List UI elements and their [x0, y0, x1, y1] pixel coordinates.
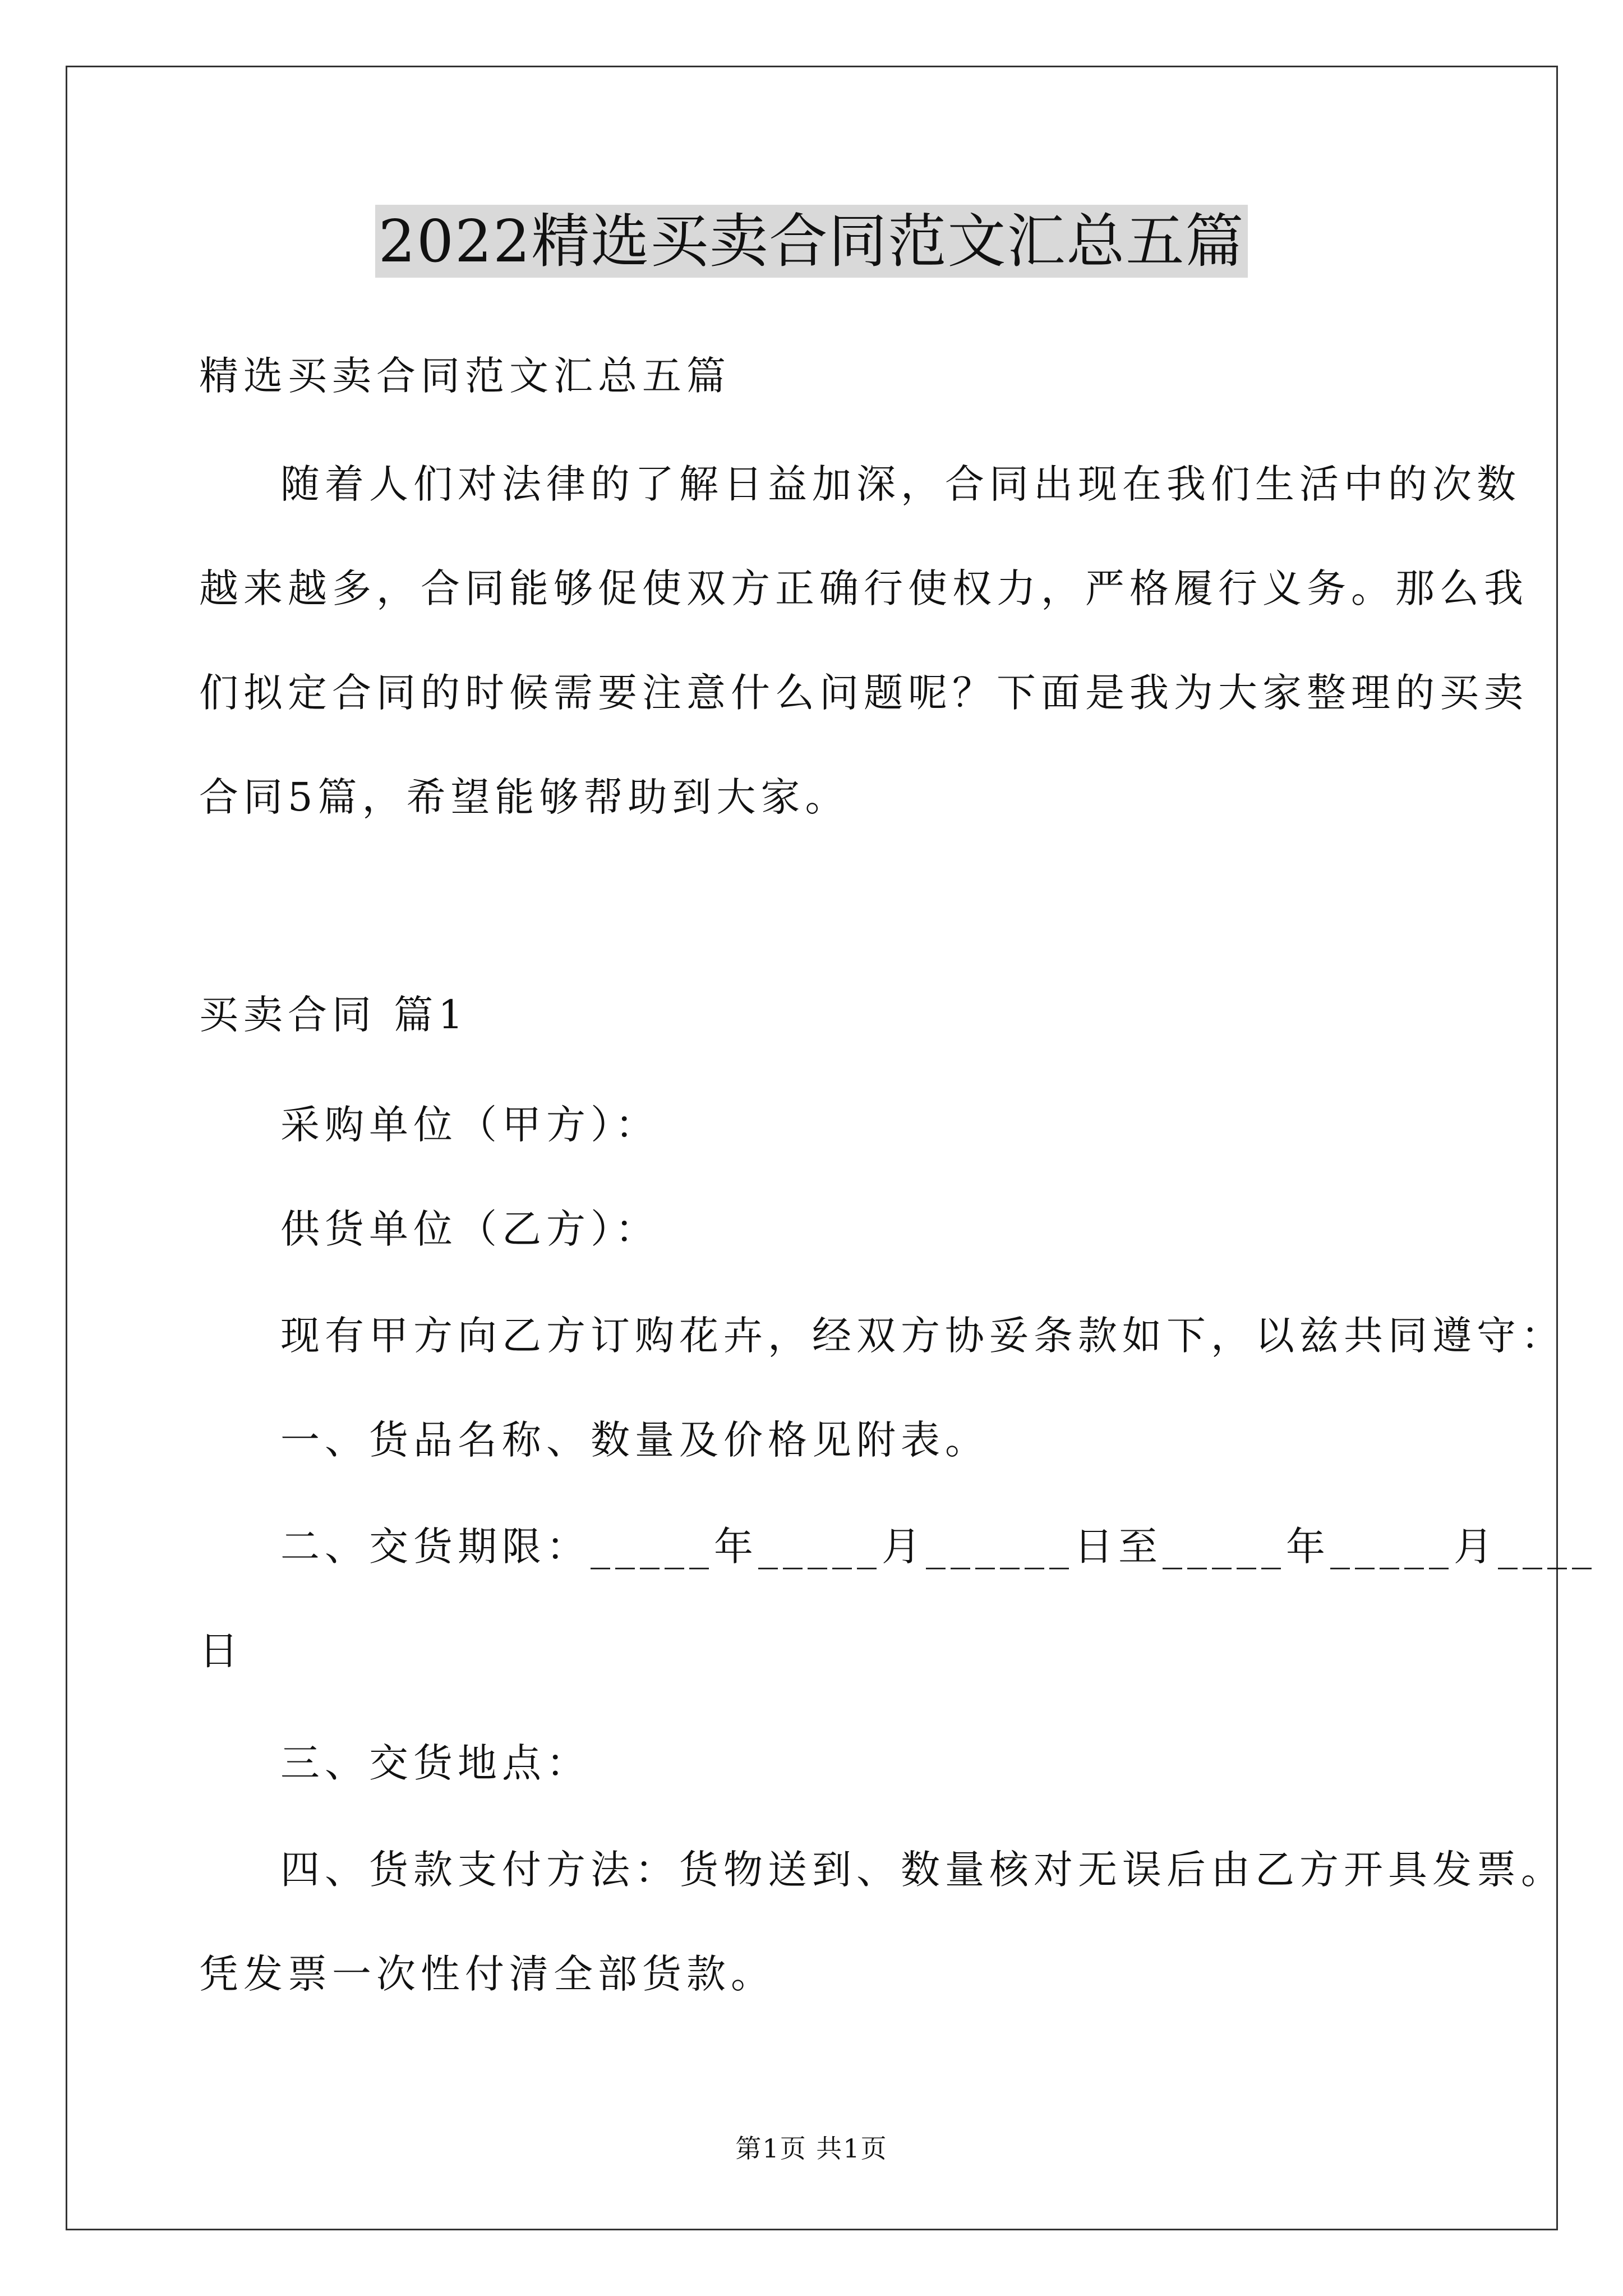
contract-line-1: 采购单位（甲方）：	[280, 1102, 660, 1148]
intro-line-3: 们拟定合同的时候需要注意什么问题呢？下面是我为大家整理的买卖	[199, 670, 1528, 716]
intro-line-2: 越来越多，合同能够促使双方正确行使权力，严格履行义务。那么我	[199, 565, 1528, 611]
intro-line-1: 随着人们对法律的了解日益加深，合同出现在我们生活中的次数	[280, 461, 1521, 507]
contract-line-6: 日	[199, 1628, 243, 1674]
contract-line-9: 凭发票一次性付清全部货款。	[199, 1951, 775, 1997]
section-heading: 买卖合同 篇1	[199, 992, 468, 1038]
document-title	[0, 202, 1623, 280]
contract-line-8: 四、货款支付方法：货物送到、数量核对无误后由乙方开具发票。	[280, 1847, 1565, 1893]
page-footer: 第1页 共1页	[735, 2133, 888, 2164]
contract-line-3: 现有甲方向乙方订购花卉，经双方协妥条款如下，以兹共同遵守：	[280, 1313, 1565, 1359]
document-title-text: 2022精选买卖合同范文汇总五篇	[375, 205, 1248, 278]
contract-line-4: 一、货品名称、数量及价格见附表。	[280, 1417, 989, 1463]
intro-line-4: 合同5篇，希望能够帮助到大家。	[199, 774, 850, 820]
contract-line-5: 二、交货期限：_____年_____月______日至_____年_____月____	[280, 1524, 1597, 1570]
document-subtitle: 精选买卖合同范文汇总五篇	[199, 353, 731, 399]
contract-line-2: 供货单位（乙方）：	[280, 1206, 660, 1252]
contract-line-7: 三、交货地点：	[280, 1740, 591, 1786]
